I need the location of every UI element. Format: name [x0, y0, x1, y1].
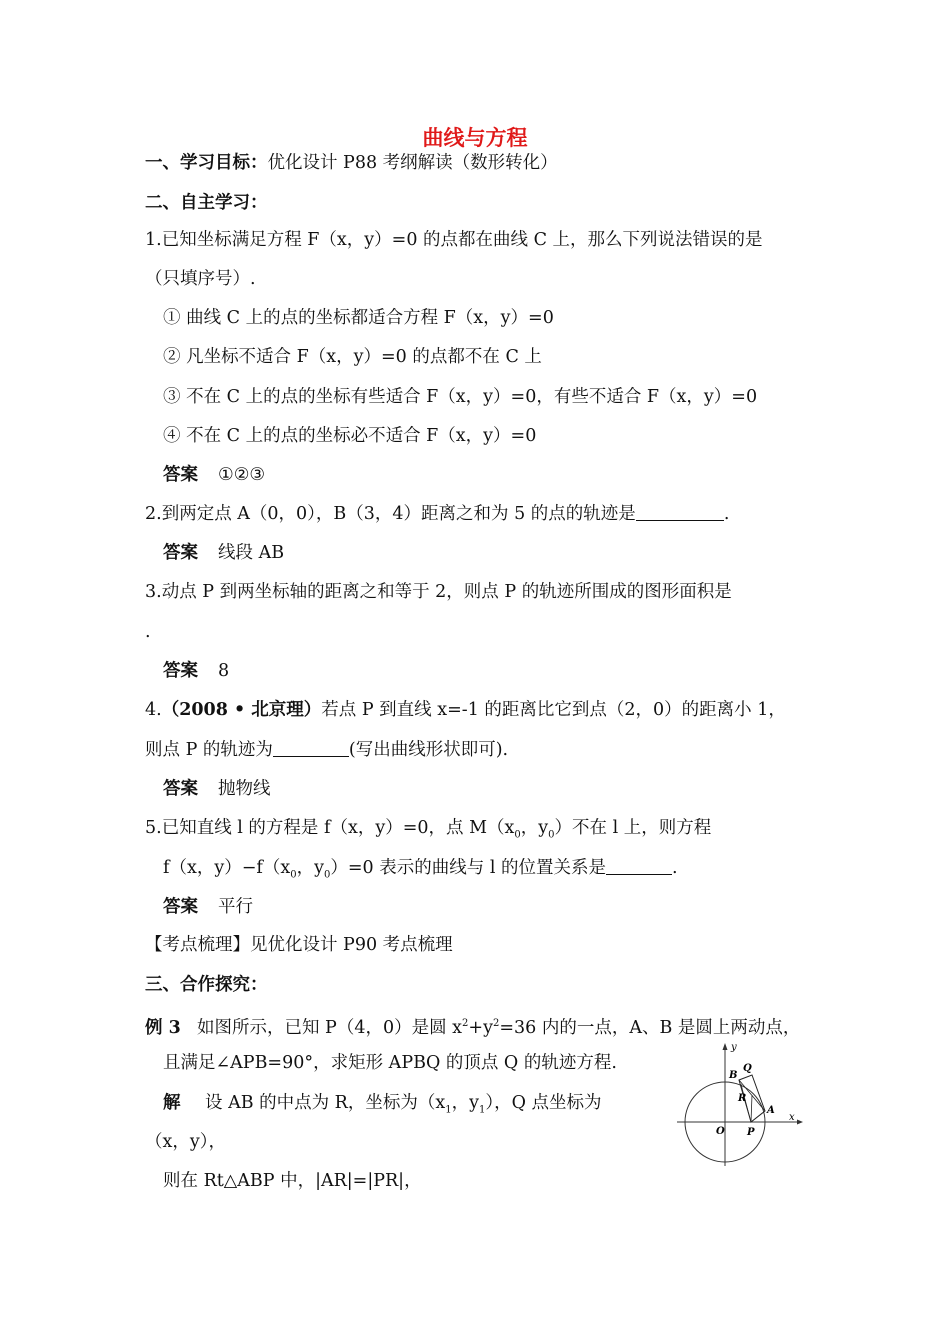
q4-number: 4. — [145, 700, 162, 720]
solution-line2: （x，y）， — [145, 1132, 227, 1152]
label-Q: Q — [743, 1063, 752, 1074]
example-3-line1 — [145, 1012, 800, 1040]
y-axis-arrow — [723, 1043, 728, 1050]
q1-option-4: ④ 不在 C 上的点的坐标必不适合 F（x，y）=0 — [163, 426, 537, 446]
q3-answer-value: 8 — [218, 661, 230, 681]
label-A: A — [767, 1105, 775, 1116]
q2-text: 2.到两定点 A（0，0），B（3，4）距离之和为 5 的点的轨迹是 — [145, 504, 636, 524]
answer-label: 答案 — [163, 779, 198, 799]
q3-line2: . — [145, 622, 151, 642]
q5-answer — [163, 895, 253, 919]
q5-blank — [606, 856, 672, 875]
q4-blank — [273, 738, 349, 757]
q1-answer-value: ①②③ — [218, 465, 266, 485]
q2-answer-value: 线段 AB — [218, 543, 285, 563]
label-B: B — [729, 1070, 738, 1081]
q5-text-b: ，y — [520, 818, 549, 838]
label-O: O — [716, 1126, 725, 1137]
label-P: P — [747, 1127, 755, 1138]
label-y: y — [731, 1042, 737, 1053]
solution-label: 解 — [163, 1093, 181, 1113]
subscript: 0 — [290, 869, 297, 881]
q4-answer — [163, 777, 271, 801]
sol-text-a: 设 AB 的中点为 R，坐标为（x — [205, 1093, 446, 1113]
ex3-text-b: +y — [468, 1017, 493, 1038]
section-3-heading: 三、合作探究： — [145, 975, 268, 995]
q4-line2-end: (写出曲线形状即可). — [348, 740, 509, 760]
q5-text-c: ）不在 l 上，则方程 — [554, 818, 712, 838]
ex3-text-a: 如图所示，已知 P（4，0）是圆 x — [197, 1017, 463, 1038]
solution-line1 — [163, 1091, 602, 1123]
q1-option-1: ① 曲线 C 上的点的坐标都适合方程 F（x，y）=0 — [163, 308, 554, 328]
q1-answer — [163, 463, 265, 487]
q5-line2-a: f（x，y）−f（x — [163, 858, 291, 878]
q5-line2-end: . — [671, 858, 678, 878]
section-1 — [145, 151, 558, 175]
q4-text: 若点 P 到直线 x=-1 的距离比它到点（2，0）的距离小 1， — [321, 700, 786, 720]
q4-line1 — [145, 698, 786, 722]
sol-text-b: ，y — [451, 1093, 479, 1113]
q1-option-2: ② 凡坐标不适合 F（x，y）=0 的点都不在 C 上 — [163, 347, 542, 367]
example-label: 例 3 — [145, 1017, 181, 1038]
q5-line2 — [163, 856, 678, 888]
q1-line1: 1.已知坐标满足方程 F（x，y）=0 的点都在曲线 C 上，那么下列说法错误的是 — [145, 230, 763, 250]
subscript: 0 — [548, 829, 555, 841]
sol-text-c: ），Q 点坐标为 — [485, 1093, 602, 1113]
subscript: 0 — [514, 829, 521, 841]
answer-label: 答案 — [163, 897, 198, 917]
ex3-text-c: =36 内的一点，A、B 是圆上两动点， — [499, 1017, 801, 1038]
q4-line2-start: 则点 P 的轨迹为 — [145, 740, 273, 760]
q4-source: （2008 • 北京理） — [161, 700, 322, 720]
answer-label: 答案 — [163, 543, 198, 563]
solution-line3: 则在 Rt△ABP 中，|AR|=|PR|， — [163, 1171, 422, 1191]
review-note: 【考点梳理】见优化设计 P90 考点梳理 — [145, 935, 453, 955]
circle-diagram — [673, 1038, 813, 1168]
q5-line1 — [145, 816, 711, 848]
superscript: 2 — [492, 1018, 500, 1029]
superscript: 2 — [462, 1018, 469, 1029]
q3-answer — [163, 659, 229, 683]
q5-answer-value: 平行 — [218, 897, 253, 917]
subscript: 1 — [445, 1104, 452, 1116]
q2-blank — [636, 502, 724, 521]
q3-line1: 3.动点 P 到两坐标轴的距离之和等于 2，则点 P 的轨迹所围成的图形面积是 — [145, 582, 732, 602]
q2-answer — [163, 541, 284, 565]
answer-label: 答案 — [163, 661, 198, 681]
section-2-heading: 二、自主学习： — [145, 193, 268, 213]
q2-end: . — [723, 504, 730, 524]
q1-option-3: ③ 不在 C 上的点的坐标有些适合 F（x，y）=0，有些不适合 F（x，y）=0 — [163, 387, 758, 407]
q2-line — [145, 502, 729, 526]
example-3-line2: 且满足∠APB=90°，求矩形 APBQ 的顶点 Q 的轨迹方程. — [163, 1053, 617, 1073]
x-axis-arrow — [797, 1120, 803, 1125]
q5-line2-c: ）=0 表示的曲线与 l 的位置关系是 — [330, 858, 606, 878]
answer-label: 答案 — [163, 465, 198, 485]
subscript: 0 — [324, 869, 331, 881]
segment-PR — [751, 1095, 752, 1122]
q5-text-a: 5.已知直线 l 的方程是 f（x，y）=0，点 M（x — [145, 818, 515, 838]
label-R: R — [738, 1093, 747, 1104]
q4-line2 — [145, 738, 508, 762]
section-1-heading: 一、学习目标： — [145, 153, 268, 173]
section-1-text: 优化设计 P88 考纲解读（数形转化） — [267, 153, 558, 173]
q1-line2: （只填序号）. — [145, 269, 256, 289]
label-x: x — [789, 1112, 795, 1123]
q4-answer-value: 抛物线 — [218, 779, 271, 799]
page-title: 曲线与方程 — [422, 125, 528, 150]
q5-line2-b: ，y — [296, 858, 325, 878]
subscript: 1 — [479, 1104, 486, 1116]
